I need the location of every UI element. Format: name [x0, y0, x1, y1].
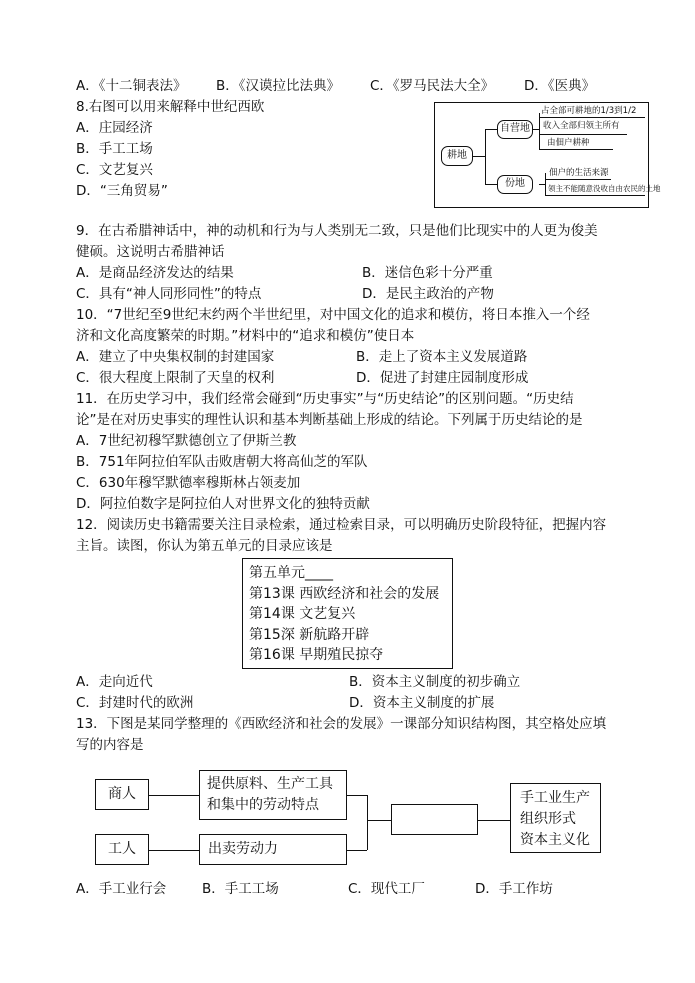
- merchant-desc-line2: 和集中的劳动特点: [207, 797, 319, 813]
- connector: [539, 149, 613, 150]
- connector: [545, 173, 546, 195]
- q12-option-a: A．走向近代: [76, 674, 153, 690]
- toc-lesson-14: 第14课 文艺复兴: [249, 606, 356, 622]
- q11-option-b: B．751年阿拉伯军队击败唐朝大将高仙芝的军队: [76, 454, 368, 470]
- connector: [473, 156, 485, 157]
- note-demesne-tilled: 由佃户耕种: [547, 138, 590, 148]
- connector: [545, 179, 611, 180]
- q12-option-d: D．资本主义制度的扩展: [349, 695, 495, 711]
- toc-lesson-13: 第13课 西欧经济和社会的发展: [249, 585, 440, 602]
- q12-stem-line2: 主旨。读图，你认为第五单元的目录应该是: [76, 538, 333, 554]
- diagram-peasant-plots: 份地: [497, 175, 533, 194]
- diagram-root-farmland: 耕地: [441, 146, 473, 166]
- manor-diagram: [434, 102, 661, 208]
- blank-answer-box: [391, 804, 478, 835]
- q10-option-d: D．促进了封建庄园制度形成: [356, 370, 529, 386]
- q8-option-b: B．手工工场: [76, 141, 153, 157]
- q7-option-c: C．《罗马民法大全》: [370, 78, 495, 94]
- q9-option-d: D．是民主政治的产物: [362, 286, 494, 302]
- q12-stem-line1: 12．阅读历史书籍需要关注目录检索，通过检索目录，可以明确历史阶段特征，把握内容: [76, 517, 607, 533]
- connector: [485, 184, 497, 185]
- toc-unit-title: 第五单元____: [249, 565, 333, 581]
- q10-option-c: C．很大程度上限制了天皇的权利: [76, 370, 275, 386]
- box-merchant: 商人: [95, 779, 149, 810]
- q11-option-c: C．630年穆罕默德率穆斯林占领麦加: [76, 475, 301, 491]
- connector: [539, 113, 540, 149]
- connector: [485, 129, 486, 184]
- box-result: [510, 783, 601, 853]
- q10-option-a: A．建立了中央集权制的封建国家: [76, 349, 275, 365]
- connector: [367, 795, 368, 850]
- q11-stem-line1: 11．在历史学习中，我们经常会碰到“历史事实”与“历史结论”的区别问题。“历史结: [76, 391, 574, 407]
- toc-lesson-15: 第15深 新航路开辟: [249, 626, 370, 643]
- toc-lesson-16: 第16课 早期殖民掠夺: [249, 647, 384, 663]
- q11-stem-line2: 论”是在对历史事实的理性认识和基本判断基础上形成的结论。下列属于历史结论的是: [76, 412, 583, 428]
- diagram-demesne: 自营地: [497, 120, 533, 139]
- connector: [367, 820, 391, 821]
- connector: [539, 134, 627, 135]
- q8-stem: 8.右图可以用来解释中世纪西欧: [76, 99, 265, 115]
- merchant-desc-line1: 提供原料、生产工具: [207, 776, 333, 792]
- note-demesne-share: 占全部可耕地的1/3到1/2: [541, 106, 637, 116]
- connector: [149, 850, 199, 851]
- note-plots-livelihood: 佃户的生活来源: [549, 168, 609, 178]
- note-demesne-income: 收入全部归领主所有: [543, 121, 620, 131]
- q11-option-a: A．7世纪初穆罕默德创立了伊斯兰教: [76, 433, 297, 449]
- q13-option-d: D．手工作坊: [475, 881, 553, 897]
- q13-stem-line1: 13．下图是某同学整理的《西欧经济和社会的发展》一课部分知识结构图，其空格处应填: [76, 716, 607, 732]
- box-merchant-contribution: [199, 770, 347, 820]
- connector: [545, 195, 645, 196]
- q7-option-a: A．《十二铜表法》: [76, 78, 187, 94]
- q7-option-b: B．《汉谟拉比法典》: [216, 78, 341, 94]
- box-worker-contribution: 出卖劳动力: [199, 834, 347, 865]
- connector: [478, 820, 510, 821]
- q8-option-d: D．“三角贸易”: [76, 183, 168, 199]
- q9-option-c: C．具有“神人同形同性”的特点: [76, 286, 262, 302]
- q9-stem-line1: 9．在古希腊神话中，神的动机和行为与人类别无二致，只是他们比现实中的人更为俊美: [76, 223, 598, 239]
- q9-stem-line2: 健硕。这说明古希腊神话: [76, 244, 225, 260]
- q13-option-a: A．手工业行会: [76, 881, 167, 897]
- box-worker: 工人: [95, 834, 149, 865]
- connector: [149, 795, 199, 796]
- q13-option-c: C．现代工厂: [348, 881, 425, 897]
- q10-stem-line2: 济和文化高度繁荣的时期。”材料中的“追求和模仿”使日本: [76, 328, 415, 344]
- connector: [347, 795, 367, 796]
- q10-stem-line1: 10．“7世纪至9世纪末约两个半世纪里，对中国文化的追求和模仿，将日本推入一个经: [76, 307, 590, 323]
- q10-option-b: B．走上了资本主义发展道路: [356, 349, 528, 365]
- q9-option-b: B．迷信色彩十分严重: [362, 265, 493, 281]
- result-line3: 资本主义化: [520, 832, 590, 848]
- q11-option-d: D．阿拉伯数字是阿拉伯人对世界文化的独特贡献: [76, 496, 370, 512]
- q13-stem-line2: 写的内容是: [76, 737, 144, 753]
- result-line1: 手工业生产: [520, 790, 590, 806]
- connector: [485, 129, 497, 130]
- q8-option-c: C．文艺复兴: [76, 162, 153, 178]
- connector: [347, 850, 367, 851]
- result-line2: 组织形式: [520, 811, 576, 827]
- note-plots-protection: 领主不能随意没收自由农民的土地: [548, 184, 661, 193]
- q13-option-b: B．手工工场: [202, 881, 279, 897]
- connector: [539, 117, 645, 118]
- table-of-contents-box: [242, 558, 453, 669]
- q12-option-b: B．资本主义制度的初步确立: [349, 674, 521, 690]
- q9-option-a: A．是商品经济发达的结果: [76, 265, 234, 281]
- q7-option-d: D．《医典》: [524, 78, 596, 94]
- q12-option-c: C．封建时代的欧洲: [76, 695, 194, 711]
- q8-option-a: A．庄园经济: [76, 120, 153, 136]
